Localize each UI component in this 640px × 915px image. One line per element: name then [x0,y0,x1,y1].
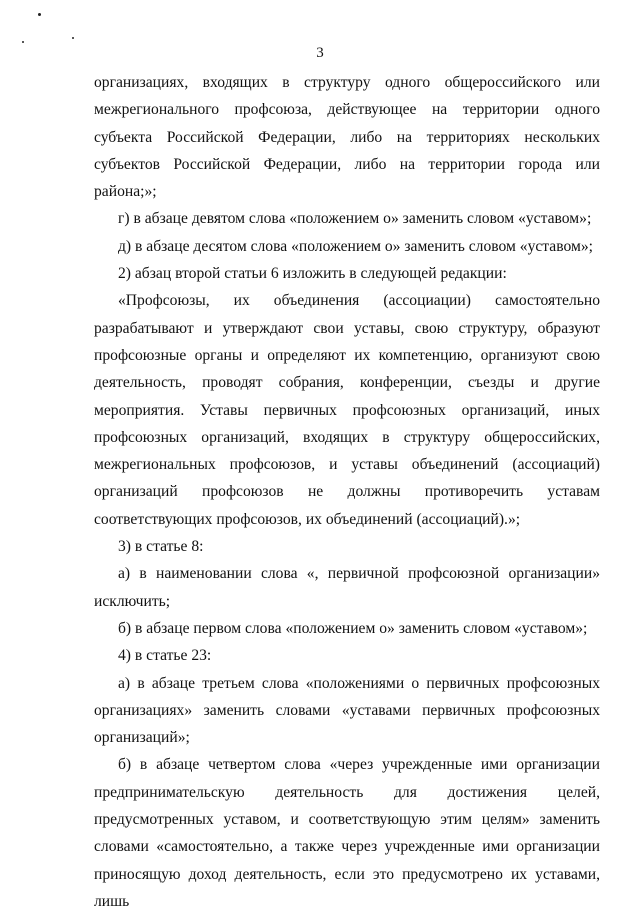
document-body [94,69,600,915]
paragraph-item-d: д) в абзаце десятом слова «положением о» заменить словом «уставом»; [118,237,593,255]
paragraph-continuation: организациях, входящих в структуру одного общероссийского или межрегионального профсоюза, действующее на территории одного субъекта Российской Федерации, либо на территориях нескольких субъектов Российской Федерации, либо на территории города или района;»; [94,74,600,201]
page-number: 3 [316,45,324,61]
paragraph-item-2: 2) абзац второй статьи 6 изложить в следующей редакции: [118,265,507,283]
paragraph-item-3a: а) в наименовании слова «, первичной профсоюзной организации» исключить; [94,565,600,610]
scan-speck [22,41,24,43]
paragraph-item-4b: б) в абзаце четвертом слова «через учрежденные ими организации предпринимательскую деятельность для достижения целей, предусмотренных уставом, и соответствующую этим целям» заменить словами «самостоятельно, а также через учрежденные ими организации приносящую доход деятельность, если это предусмотрено их уставами, лишь [94,756,600,910]
paragraph-item-3b: б) в абзаце первом слова «положением о» заменить словом «уставом»; [118,619,588,637]
paragraph-item-4a: а) в абзаце третьем слова «положениями о первичных профсоюзных организациях» заменить словами «уставами первичных профсоюзных организаций»; [94,674,600,747]
paragraph-item-g: г) в абзаце девятом слова «положением о» заменить словом «уставом»; [118,210,592,228]
scan-speck [38,13,41,16]
paragraph-item-3: 3) в статье 8: [118,538,204,556]
paragraph-quote-article-6: «Профсоюзы, их объединения (ассоциации) самостоятельно разрабатывают и утверждают свои уставы, свою структуру, образуют профсоюзные органы и определяют их компетенцию, организуют свою деятельность, проводят собрания, конференции, съезды и другие мероприятия. Уставы первичных профсоюзных организаций, иных профсоюзных организаций, входящих в структуру общероссийских, межрегиональных профсоюзов, и уставы объединений (ассоциаций) организаций профсоюзов не должны противоречить уставам соответствующих профсоюзов, их объединений (ассоциаций).»; [94,292,600,528]
paragraph-item-4: 4) в статье 23: [118,647,212,665]
scan-speck [72,37,74,39]
